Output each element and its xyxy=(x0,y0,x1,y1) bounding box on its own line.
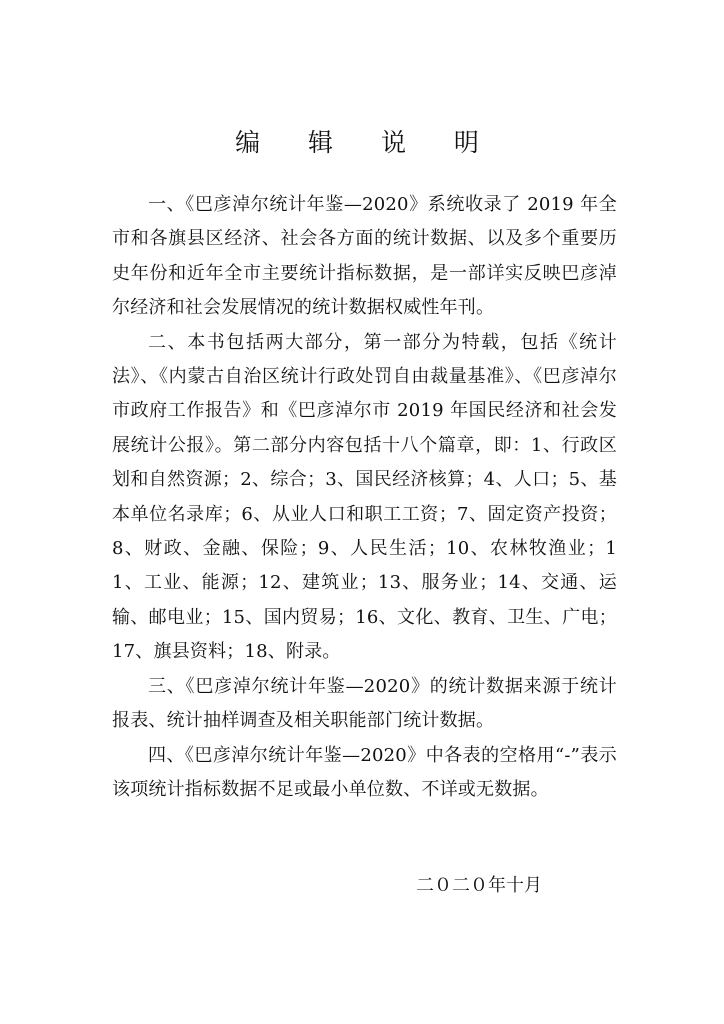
document-date: 二０二０年十月 xyxy=(416,875,542,896)
document-body xyxy=(112,188,617,807)
paragraph-4: 四、《巴彦淖尔统计年鉴—2020》中各表的空格用“-”表示该项统计指标数据不足或最小单位数、不详或无数据。 xyxy=(112,744,617,800)
paragraph-1: 一、《巴彦淖尔统计年鉴—2020》系统收录了 2019 年全市和各旗县区经济、社会各方面的统计数据、以及多个重要历史年份和近年全市主要统计指标数据，是一部详实反映巴彦淖尔经济和社会发展情况的统计数据权威性年刊。 xyxy=(112,194,617,319)
paragraph-2: 二、本书包括两大部分，第一部分为特载，包括《统计法》、《内蒙古自治区统计行政处罚自由裁量基准》、《巴彦淖尔市政府工作报告》和《巴彦淖尔市 2019 年国民经济和社会发展统计公报》。第二部分内容包括十八个篇章，即：1、行政区划和自然资源；2、综合；3、国民经济核算；4、人口；5、基本单位名录库；6、从业人口和职工工资；7、固定资产投资；8、财政、金融、保险；9、人民生活；10、农林牧渔业；11、工业、能源；12、建筑业；13、服务业；14、交通、运输、邮电业；15、国内贸易；16、文化、教育、卫生、广电；17、旗县资料；18、附录。 xyxy=(112,331,617,663)
document-title: 编 辑 说 明 xyxy=(235,127,499,157)
paragraph-3: 三、《巴彦淖尔统计年鉴—2020》的统计数据来源于统计报表、统计抽样调查及相关职能部门统计数据。 xyxy=(112,675,617,732)
